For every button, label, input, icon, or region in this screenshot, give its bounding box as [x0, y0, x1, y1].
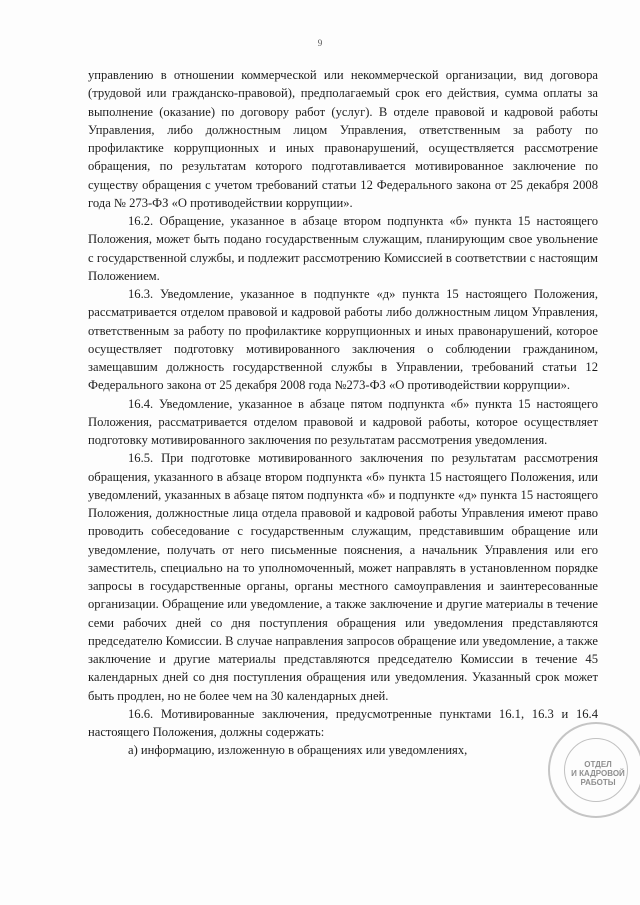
document-body: [88, 66, 598, 760]
paragraph-item-a: а) информацию, изложенную в обращениях или уведомлениях,: [128, 743, 468, 758]
paragraph-16-3: 16.3. Уведомление, указанное в подпункте «д» пункта 15 настоящего Положения, рассматривается отделом правовой и кадровой работы либо должностным лицом Управления, ответственным за работу по профилактике коррупционных и иных правонарушений, которое осуществляет подготовку мотивированного заключения о соблюдении гражданином, замещавшим должность государственной службы в Управлении, требований статьи 12 Федерального закона от 25 декабря 2008 года №273-ФЗ «О противодействии коррупции».: [88, 287, 598, 393]
official-seal: [548, 722, 640, 818]
paragraph-16-4: 16.4. Уведомление, указанное в абзаце пятом подпункта «б» пункта 15 настоящего Положения, рассматривается отделом правовой и кадровой работы, которое осуществляет подготовку мотивированного заключения по результатам рассмотрения уведомления.: [88, 396, 598, 447]
seal-text: [560, 760, 636, 787]
paragraph-16-5: 16.5. При подготовке мотивированного заключения по результатам рассмотрения обращения, указанного в абзаце втором подпункта «б» пункта 15 настоящего Положения, или уведомлений, указанных в абзаце пятом подпункта «б» и подпункте «д» пункта 15 настоящего Положения, должностные лица отдела правовой и кадровой работы Управления имеют право проводить собеседование с государственным служащим, представившим обращение или уведомление, получать от него письменные пояснения, а начальник Управления или его заместитель, специально на то уполномоченный, может направлять в установленном порядке запросы в государственные органы, органы местного самоуправления и заинтересованные организации. Обращение или уведомление, а также заключение и другие материалы в течение семи рабочих дней со дня поступления обращения или уведомления представляются председателю Комиссии. В случае направления запросов обращение или уведомление, а также заключение и другие материалы представляются председателю Комиссии в течение 45 календарных дней со дня поступления обращения или уведомления. Указанный срок может быть продлен, но не более чем на 30 календарных дней.: [88, 451, 598, 703]
seal-text-line-3: РАБОТЫ: [580, 778, 616, 787]
paragraph-16-2: 16.2. Обращение, указанное в абзаце втором подпункта «б» пункта 15 настоящего Положения, может быть подано государственным служащим, планирующим свое увольнение с государственной службы, и подлежит рассмотрению Комиссией в соответствии с настоящим Положением.: [88, 214, 598, 283]
seal-text-line-2: И КАДРОВОЙ: [571, 769, 625, 778]
paragraph-16-6: 16.6. Мотивированные заключения, предусмотренные пунктами 16.1, 16.3 и 16.4 настоящего Положения, должны содержать:: [88, 706, 598, 739]
page-number: 9: [317, 38, 323, 48]
paragraph-continuation: управлению в отношении коммерческой или некоммерческой организации, вид договора (трудовой или гражданско-правовой), предполагаемый срок его действия, сумма оплаты за выполнение (оказание) по договору работ (услуг). В отделе правовой и кадровой работы Управления, либо должностным лицом Управления, ответственным за работу по профилактике коррупционных и иных правонарушений, осуществляется рассмотрение обращения, по результатам которого подготавливается мотивированное заключение по существу обращения с учетом требований статьи 12 Федерального закона от 25 декабря 2008 года № 273-ФЗ «О противодействии коррупции».: [88, 68, 598, 210]
seal-text-line-1: ОТДЕЛ: [584, 760, 612, 769]
